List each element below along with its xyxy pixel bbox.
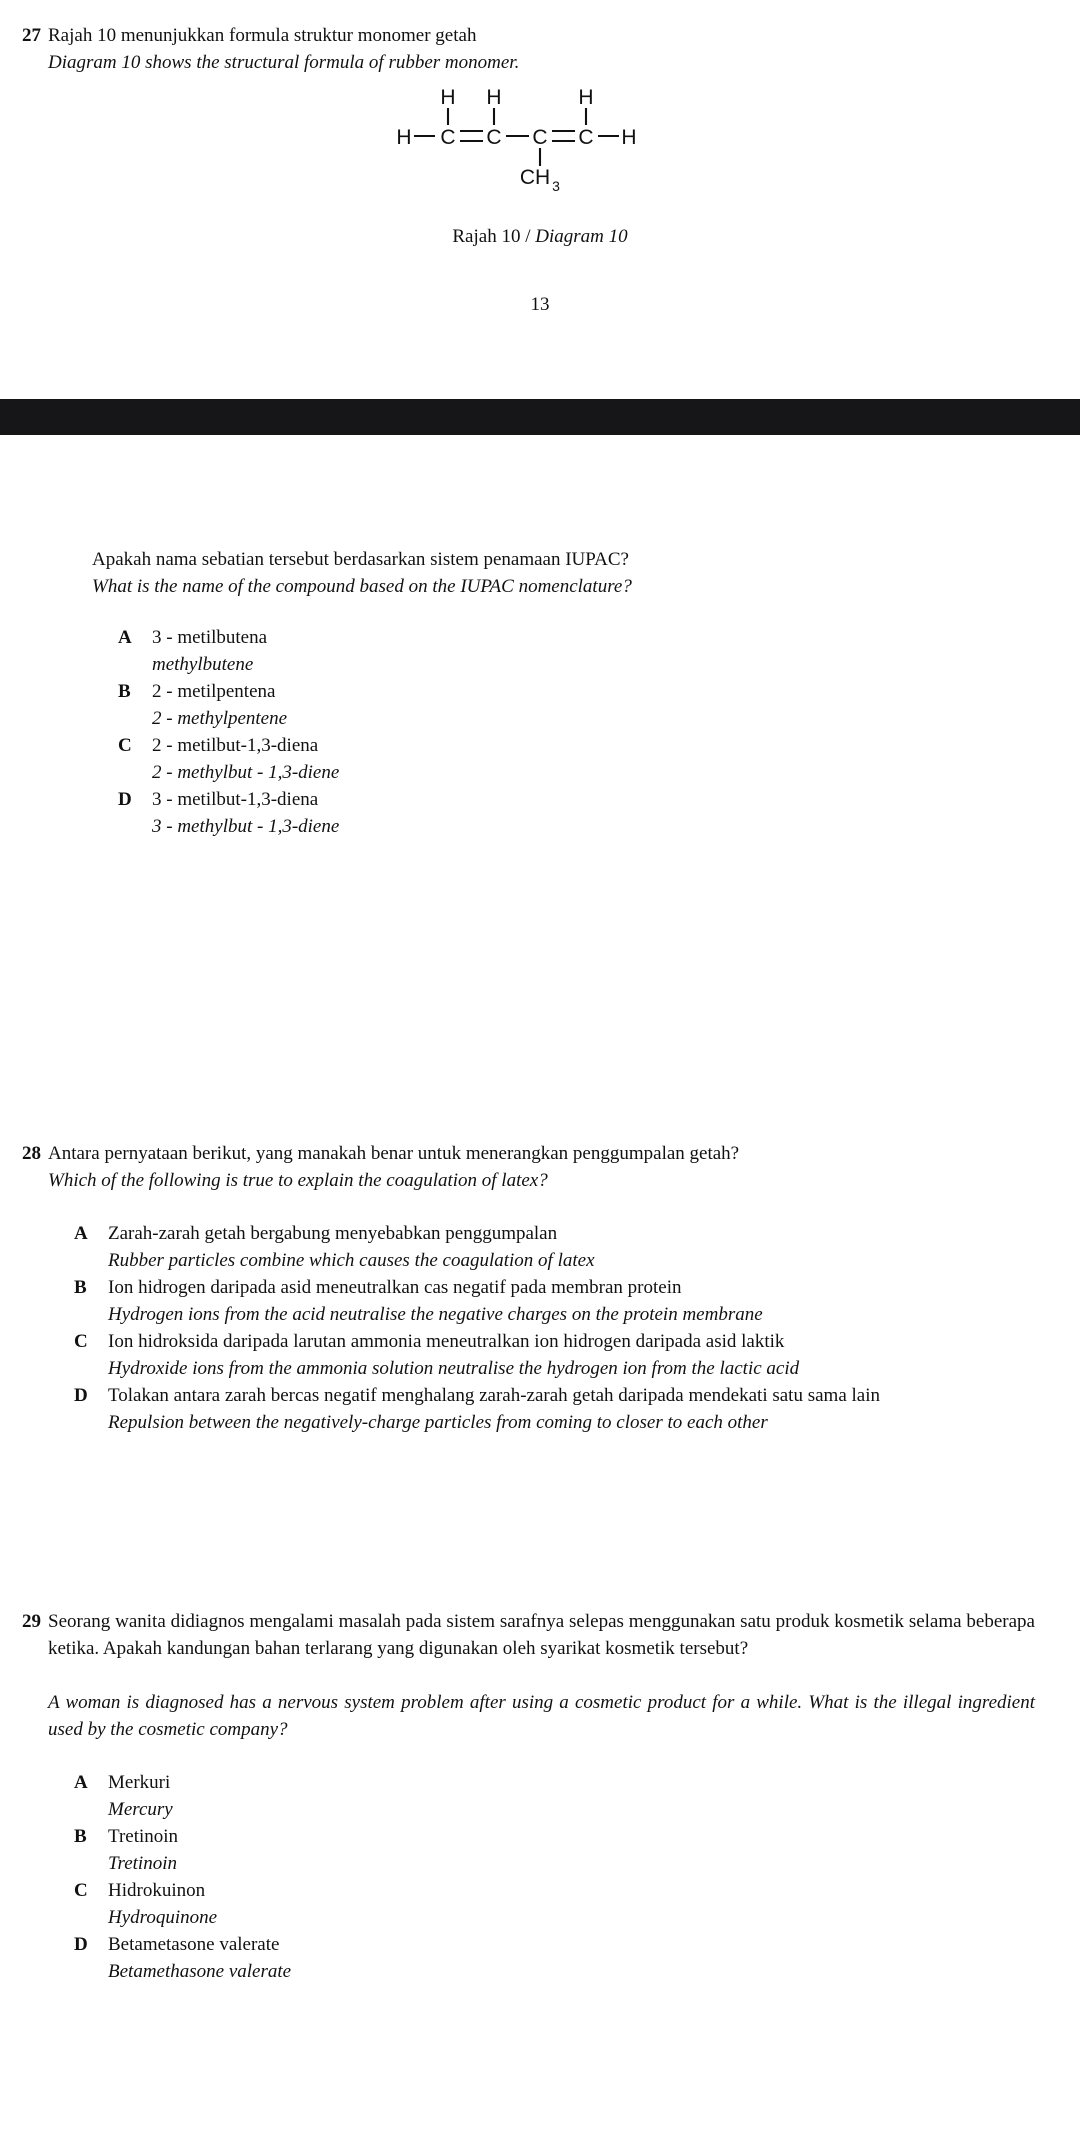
option-row[interactable] [74, 1769, 1035, 1823]
option-row[interactable] [74, 1220, 1035, 1274]
question-27-prompt-malay: Apakah nama sebatian tersebut berdasarkan sistem penamaan IUPAC? [92, 549, 629, 570]
option-text-malay: 3 - metilbutena [152, 627, 268, 648]
question-28-options [48, 1220, 1035, 1436]
option-letter: A [118, 627, 132, 648]
option-row[interactable] [118, 732, 1012, 786]
option-text-malay: Ion hidroksida daripada larutan ammonia meneutralkan ion hidrogen daripada asid laktik [108, 1331, 785, 1352]
page-number: 13 [530, 294, 550, 315]
question-29-options [48, 1769, 1035, 1985]
atom-label-methyl: CH [519, 166, 551, 189]
option-texts [152, 732, 1012, 786]
option-row[interactable] [118, 678, 1012, 732]
option-row[interactable] [74, 1274, 1035, 1328]
question-28-stem-english: Which of the following is true to explain the coagulation of latex? [48, 1170, 548, 1191]
option-text-english: 2 - methylbut - 1,3-diene [152, 762, 340, 783]
option-text-english: Hydroxide ions from the ammonia solution neutralise the hydrogen ion from the lactic acid [108, 1358, 800, 1379]
question-29-stem-english: A woman is diagnosed has a nervous system problem after using a cosmetic product for a while. What is the illegal ingredient used by the cosmetic company? [48, 1692, 1035, 1740]
question-27-stem-malay: Rajah 10 menunjukkan formula struktur monomer getah [48, 25, 477, 46]
option-letter: A [74, 1772, 88, 1793]
question-29-number: 29 [22, 1611, 41, 1632]
option-text-malay: 2 - metilpentena [152, 681, 276, 702]
option-row[interactable] [118, 786, 1012, 840]
question-27-options [92, 624, 1012, 840]
question-28-body [48, 1140, 1035, 1436]
diagram-caption [0, 224, 1080, 250]
option-text-malay: Merkuri [108, 1772, 171, 1793]
diagram-caption-separator: / [525, 226, 531, 247]
option-letter: C [74, 1880, 88, 1901]
question-27-prompt-english: What is the name of the compound based on the IUPAC nomenclature? [92, 576, 632, 597]
black-separator-bar [0, 399, 1080, 435]
option-row[interactable] [74, 1328, 1035, 1382]
option-text-malay: Hidrokuinon [108, 1880, 206, 1901]
option-text-english: 2 - methylpentene [152, 708, 288, 729]
question-28-stem-malay: Antara pernyataan berikut, yang manakah benar untuk menerangkan penggumpalan getah? [48, 1143, 740, 1164]
option-texts [108, 1274, 1035, 1328]
question-29-body [48, 1608, 1035, 1985]
atom-label-h-right: H [621, 126, 637, 149]
option-letter: C [74, 1331, 88, 1352]
question-27-stem-english: Diagram 10 shows the structural formula of rubber monomer. [48, 52, 520, 73]
option-letter: B [74, 1826, 87, 1847]
option-row[interactable] [74, 1931, 1035, 1985]
option-text-english: methylbutene [152, 654, 254, 675]
question-28-number: 28 [22, 1143, 41, 1164]
option-texts [108, 1382, 988, 1436]
option-text-malay: 2 - metilbut-1,3-diena [152, 735, 319, 756]
option-text-english: Repulsion between the negatively-charge particles from coming to closer to each other [108, 1412, 768, 1433]
structural-formula-svg [390, 78, 690, 198]
atom-label-c3: C [532, 126, 548, 149]
atom-label-c1: C [440, 126, 456, 149]
option-letter: C [118, 735, 132, 756]
atom-label-h-top-3: H [578, 86, 594, 109]
diagram-caption-english: Diagram 10 [535, 226, 628, 247]
atom-label-h-top-2: H [486, 86, 502, 109]
option-text-english: Hydroquinone [108, 1907, 218, 1928]
option-letter: B [74, 1277, 87, 1298]
option-row[interactable] [74, 1382, 1035, 1436]
option-text-malay: Tretinoin [108, 1826, 179, 1847]
atom-label-h-top-1: H [440, 86, 456, 109]
option-text-english: Hydrogen ions from the acid neutralise the negative charges on the protein membrane [108, 1304, 763, 1325]
option-letter: B [118, 681, 131, 702]
option-text-english: Tretinoin [108, 1853, 177, 1874]
question-27-stem-body [48, 22, 1000, 76]
option-text-malay: Ion hidrogen daripada asid meneutralkan cas negatif pada membran protein [108, 1277, 682, 1298]
option-text-malay: Zarah-zarah getah bergabung menyebabkan penggumpalan [108, 1223, 558, 1244]
option-texts [108, 1769, 1035, 1823]
question-27-body-block [92, 546, 1012, 840]
option-texts [108, 1823, 1035, 1877]
atom-label-c2: C [486, 126, 502, 149]
atom-label-c4: C [578, 126, 594, 149]
option-text-english: Betamethasone valerate [108, 1961, 292, 1982]
option-letter: A [74, 1223, 88, 1244]
question-27-stem-block [0, 22, 1000, 76]
question-27-number: 27 [22, 25, 41, 46]
option-texts [108, 1328, 970, 1382]
option-text-english: Rubber particles combine which causes the coagulation of latex [108, 1250, 595, 1271]
question-29-block [0, 1608, 1035, 1985]
atom-label-methyl-subscript: 3 [552, 178, 560, 194]
option-text-malay: Betametasone valerate [108, 1934, 280, 1955]
option-texts [108, 1877, 1035, 1931]
option-text-english: Mercury [108, 1799, 173, 1820]
option-row[interactable] [74, 1877, 1035, 1931]
atom-label-h-left: H [396, 126, 412, 149]
option-text-english: 3 - methylbut - 1,3-diene [152, 816, 340, 837]
question-29-stem-malay: Seorang wanita didiagnos mengalami masalah pada sistem sarafnya selepas menggunakan satu produk kosmetik selama beberapa ketika. Apakah kandungan bahan terlarang yang digunakan oleh syarikat kosmetik tersebut? [48, 1611, 1035, 1659]
question-28-block [0, 1140, 1035, 1436]
option-letter: D [118, 789, 132, 810]
rubber-monomer-structure-diagram [0, 78, 1080, 203]
option-texts [152, 786, 1012, 840]
option-letter: D [74, 1934, 88, 1955]
option-texts [108, 1931, 1035, 1985]
option-texts [108, 1220, 1035, 1274]
option-text-malay: 3 - metilbut-1,3-diena [152, 789, 319, 810]
option-text-malay: Tolakan antara zarah bercas negatif menghalang zarah-zarah getah daripada mendekati satu sama lain [108, 1385, 880, 1406]
option-row[interactable] [74, 1823, 1035, 1877]
diagram-caption-malay: Rajah 10 [452, 226, 521, 247]
option-letter: D [74, 1385, 88, 1406]
option-row[interactable] [118, 624, 1012, 678]
option-texts [152, 678, 1012, 732]
option-texts [152, 624, 1012, 678]
